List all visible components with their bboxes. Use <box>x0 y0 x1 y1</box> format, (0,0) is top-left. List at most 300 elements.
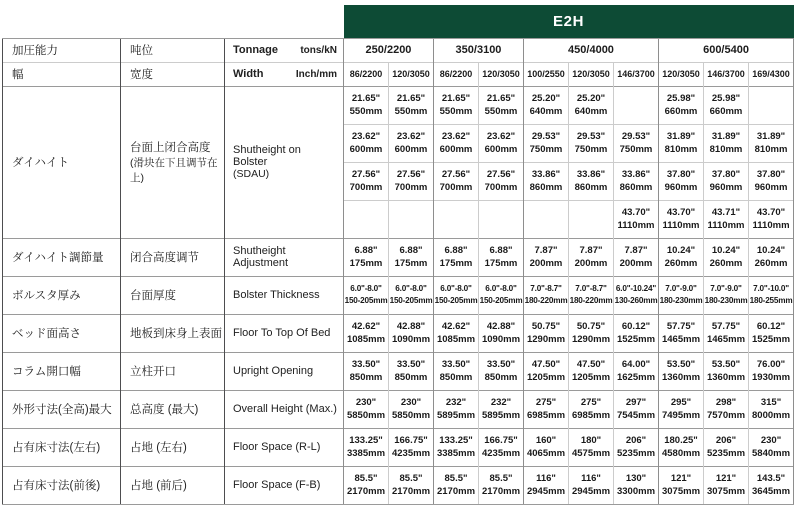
row-label-jp: 加圧能力 <box>3 38 121 62</box>
value-inch: 37.80" <box>711 169 741 180</box>
row-label-en: Floor To Top Of Bed <box>225 314 344 352</box>
value-inch: 116" <box>581 473 601 484</box>
spec-value-cell <box>659 86 704 124</box>
value-inch: 7.87" <box>624 245 648 256</box>
value-inch: 76.00" <box>756 359 786 370</box>
spec-value-cell <box>524 86 569 124</box>
value-mm: 150-205mm <box>434 296 478 305</box>
spec-value-cell <box>749 276 794 314</box>
value-mm: 1085mm <box>346 334 386 345</box>
row-label-cn: 地板到床身上表面 <box>121 314 225 352</box>
spec-value-cell <box>479 124 524 162</box>
spec-value-cell <box>434 466 479 504</box>
spec-value-cell <box>524 314 569 352</box>
value-inch: 10.24" <box>756 245 786 256</box>
value-mm: 1090mm <box>481 334 521 345</box>
value-inch: 121" <box>670 473 692 484</box>
value-mm: 1205mm <box>526 372 566 383</box>
spec-value-cell <box>389 352 434 390</box>
value-mm: 180-255mm <box>749 296 793 305</box>
value-inch: 43.70" <box>666 207 696 218</box>
value-inch: 6.0"-8.0" <box>395 284 427 293</box>
spec-value-cell <box>704 276 749 314</box>
spec-value-cell <box>524 390 569 428</box>
spec-value-cell <box>749 162 794 200</box>
value-inch: 85.5" <box>489 473 513 484</box>
value-inch: 7.0"-8.7" <box>575 284 607 293</box>
value-mm: 810mm <box>754 144 788 155</box>
row-label-cn: 占地 (前后) <box>121 466 225 504</box>
value-mm: 1525mm <box>752 334 791 345</box>
row-label-en: Upright Opening <box>225 352 344 390</box>
spec-value-cell <box>569 466 614 504</box>
value-mm: 7545mm <box>616 410 656 421</box>
spec-value-cell <box>479 162 524 200</box>
spec-value-cell <box>614 200 659 238</box>
value-inch: 160" <box>535 435 557 446</box>
value-inch: 232" <box>445 397 467 408</box>
spec-value-cell <box>344 162 389 200</box>
spec-value-cell <box>704 314 749 352</box>
unit-label: tons/kN <box>300 44 337 56</box>
value-mm: 550mm <box>394 106 428 117</box>
value-mm: 5235mm <box>706 448 746 459</box>
value-inch: 25.98" <box>666 93 696 104</box>
spec-value-cell <box>614 390 659 428</box>
row-label-jp: ダイハイト <box>3 86 121 238</box>
model-header: E2H <box>344 5 794 38</box>
value-inch: 33.86" <box>576 169 606 180</box>
width-cell: 146/3700 <box>704 62 749 86</box>
row-label-cn: 闭合高度调节 <box>121 238 225 276</box>
value-mm: 180-230mm <box>704 296 748 305</box>
value-inch: 230" <box>355 397 377 408</box>
width-cell: 86/2200 <box>434 62 479 86</box>
empty-cell <box>524 200 569 238</box>
value-mm: 2170mm <box>481 486 521 497</box>
spec-value-cell <box>659 238 704 276</box>
value-inch: 130" <box>625 473 647 484</box>
value-inch: 21.65" <box>396 93 426 104</box>
value-inch: 10.24" <box>711 245 741 256</box>
spec-value-cell <box>569 314 614 352</box>
value-mm: 3300mm <box>616 486 656 497</box>
spec-value-cell <box>659 162 704 200</box>
value-inch: 33.86" <box>531 169 561 180</box>
value-mm: 1360mm <box>706 372 746 383</box>
width-row <box>3 62 794 86</box>
spec-value-cell <box>344 314 389 352</box>
row-label-en: Shutheight Adjustment <box>225 238 344 276</box>
row-label-en-text: Width <box>233 68 264 80</box>
value-inch: 6.88" <box>354 245 378 256</box>
value-mm: 180-230mm <box>659 296 703 305</box>
value-mm: 550mm <box>349 106 383 117</box>
row-label-cn: 吨位 <box>121 38 225 62</box>
value-mm: 750mm <box>529 144 563 155</box>
spec-value-cell <box>614 466 659 504</box>
value-inch: 7.0"-9.0" <box>710 284 742 293</box>
spec-value-cell <box>479 466 524 504</box>
row-label-en <box>225 62 344 86</box>
spec-value-cell <box>659 314 704 352</box>
spec-value-cell <box>434 162 479 200</box>
row-label-jp: コラム開口幅 <box>3 352 121 390</box>
value-inch: 31.89" <box>711 131 741 142</box>
value-mm: 660mm <box>664 106 698 117</box>
row-label-jp: 占有床寸法(前後) <box>3 466 121 504</box>
empty-cell <box>344 200 389 238</box>
value-mm: 7570mm <box>706 410 746 421</box>
spec-row <box>3 314 794 352</box>
label-with-unit <box>233 44 337 56</box>
value-mm: 960mm <box>664 182 698 193</box>
value-mm: 850mm <box>394 372 428 383</box>
row-label-jp: 占有床寸法(左右) <box>3 428 121 466</box>
value-inch: 29.53" <box>531 131 561 142</box>
value-mm: 1360mm <box>661 372 701 383</box>
value-inch: 29.53" <box>576 131 606 142</box>
value-mm: 600mm <box>394 144 428 155</box>
value-mm: 700mm <box>439 182 473 193</box>
spec-value-cell <box>614 352 659 390</box>
value-mm: 860mm <box>619 182 653 193</box>
value-inch: 85.5" <box>444 473 468 484</box>
value-mm: 4065mm <box>526 448 566 459</box>
spec-value-cell <box>749 466 794 504</box>
value-mm: 5850mm <box>391 410 431 421</box>
spec-value-cell <box>569 238 614 276</box>
spec-value-cell <box>614 314 659 352</box>
value-mm: 200mm <box>529 258 563 269</box>
spec-value-cell <box>389 124 434 162</box>
value-mm: 1110mm <box>752 220 790 231</box>
spec-value-cell <box>614 124 659 162</box>
spec-value-cell <box>524 162 569 200</box>
value-inch: 166.75" <box>394 435 428 446</box>
spec-value-cell <box>344 466 389 504</box>
value-mm: 700mm <box>349 182 383 193</box>
spec-value-cell <box>344 390 389 428</box>
row-label-cn: 宽度 <box>121 62 225 86</box>
spec-value-cell <box>524 352 569 390</box>
spec-value-cell <box>614 428 659 466</box>
value-mm: 2170mm <box>436 486 476 497</box>
spec-value-cell <box>704 352 749 390</box>
row-label-en <box>225 38 344 62</box>
spec-value-cell <box>434 390 479 428</box>
spec-value-cell <box>659 124 704 162</box>
value-inch: 315" <box>760 397 782 408</box>
value-mm: 1110mm <box>617 220 655 231</box>
value-inch: 166.75" <box>484 435 518 446</box>
value-mm: 200mm <box>574 258 608 269</box>
row-label-en: Floor Space (R-L) <box>225 428 344 466</box>
value-inch: 50.75" <box>531 321 561 332</box>
spec-value-cell <box>749 428 794 466</box>
value-inch: 33.50" <box>351 359 381 370</box>
value-inch: 60.12" <box>621 321 651 332</box>
value-mm: 4235mm <box>391 448 431 459</box>
spec-value-cell <box>524 276 569 314</box>
value-inch: 6.0"-8.0" <box>350 284 382 293</box>
value-inch: 121" <box>715 473 737 484</box>
row-label-en-text: Tonnage <box>233 44 279 56</box>
value-inch: 42.88" <box>396 321 426 332</box>
spec-value-cell <box>659 390 704 428</box>
unit-label: Inch/mm <box>295 68 337 80</box>
spec-value-cell <box>389 390 434 428</box>
value-mm: 850mm <box>439 372 473 383</box>
spec-value-cell <box>704 124 749 162</box>
spec-value-cell <box>479 238 524 276</box>
spec-value-cell <box>704 466 749 504</box>
value-inch: 29.53" <box>621 131 651 142</box>
spec-value-cell <box>704 238 749 276</box>
width-cell: 100/2550 <box>524 62 569 86</box>
spec-row <box>3 238 794 276</box>
value-inch: 42.62" <box>351 321 381 332</box>
value-inch: 42.62" <box>441 321 471 332</box>
tonnage-group-cell: 450/4000 <box>524 38 659 62</box>
spec-value-cell <box>569 390 614 428</box>
value-mm: 260mm <box>754 258 788 269</box>
value-mm: 5840mm <box>752 448 791 459</box>
spec-value-cell <box>749 238 794 276</box>
value-mm: 260mm <box>664 258 698 269</box>
value-inch: 53.50" <box>666 359 696 370</box>
value-mm: 2170mm <box>391 486 431 497</box>
value-mm: 1110mm <box>707 220 745 231</box>
value-inch: 37.80" <box>756 169 786 180</box>
value-inch: 275" <box>535 397 557 408</box>
value-mm: 850mm <box>484 372 518 383</box>
spec-value-cell <box>614 162 659 200</box>
width-cell: 120/3050 <box>389 62 434 86</box>
value-mm: 1290mm <box>526 334 566 345</box>
value-mm: 640mm <box>574 106 608 117</box>
spec-value-cell <box>659 352 704 390</box>
spec-value-cell <box>569 352 614 390</box>
empty-cell <box>479 200 524 238</box>
value-mm: 1465mm <box>706 334 746 345</box>
row-label-cn-line2: (滑块在下且调节在上) <box>130 157 218 184</box>
spec-row <box>3 466 794 504</box>
value-mm: 750mm <box>574 144 608 155</box>
row-label-en <box>225 86 344 238</box>
value-inch: 180" <box>580 435 602 446</box>
value-inch: 27.56" <box>486 169 516 180</box>
spec-value-cell <box>434 86 479 124</box>
empty-cell <box>389 200 434 238</box>
value-mm: 810mm <box>709 144 743 155</box>
value-mm: 600mm <box>484 144 518 155</box>
value-mm: 1930mm <box>752 372 791 383</box>
value-mm: 200mm <box>619 258 653 269</box>
width-cell: 86/2200 <box>344 62 389 86</box>
value-mm: 2945mm <box>571 486 611 497</box>
value-inch: 6.0"-10.24" <box>615 284 657 293</box>
value-inch: 27.56" <box>396 169 426 180</box>
value-inch: 64.00" <box>621 359 651 370</box>
row-label-cn-line1: 台面上闭合高度 <box>130 142 211 154</box>
spec-value-cell <box>659 200 704 238</box>
value-mm: 5850mm <box>346 410 386 421</box>
header-spacer <box>3 5 344 38</box>
spec-value-cell <box>434 238 479 276</box>
value-inch: 6.0"-8.0" <box>485 284 517 293</box>
value-inch: 31.89" <box>756 131 786 142</box>
row-label-jp: ベッド面高さ <box>3 314 121 352</box>
empty-cell <box>614 86 659 124</box>
row-label-en: Floor Space (F-B) <box>225 466 344 504</box>
spec-value-cell <box>479 276 524 314</box>
spec-value-cell <box>569 86 614 124</box>
spec-value-cell <box>389 86 434 124</box>
value-mm: 550mm <box>439 106 473 117</box>
value-inch: 25.20" <box>576 93 606 104</box>
value-inch: 57.75" <box>666 321 696 332</box>
spec-value-cell <box>344 86 389 124</box>
value-mm: 180-220mm <box>569 296 613 305</box>
value-mm: 1525mm <box>616 334 656 345</box>
label-with-unit <box>233 68 337 80</box>
width-cell: 120/3050 <box>569 62 614 86</box>
spec-value-cell <box>569 428 614 466</box>
value-mm: 175mm <box>394 258 428 269</box>
spec-value-cell <box>344 352 389 390</box>
value-mm: 175mm <box>484 258 518 269</box>
spec-value-cell <box>569 162 614 200</box>
spec-value-cell <box>704 428 749 466</box>
width-cell: 120/3050 <box>659 62 704 86</box>
value-mm: 1085mm <box>436 334 476 345</box>
spec-value-cell <box>524 238 569 276</box>
value-mm: 1465mm <box>661 334 701 345</box>
value-inch: 10.24" <box>666 245 696 256</box>
value-mm: 700mm <box>394 182 428 193</box>
value-mm: 550mm <box>484 106 518 117</box>
spec-value-cell <box>524 466 569 504</box>
value-inch: 60.12" <box>756 321 786 332</box>
row-label-cn: 台面厚度 <box>121 276 225 314</box>
value-inch: 33.50" <box>486 359 516 370</box>
tonnage-row <box>3 38 794 62</box>
spec-row <box>3 352 794 390</box>
value-inch: 6.88" <box>399 245 423 256</box>
value-mm: 3385mm <box>346 448 386 459</box>
value-inch: 85.5" <box>399 473 423 484</box>
value-inch: 7.0"-8.7" <box>530 284 562 293</box>
value-mm: 850mm <box>349 372 383 383</box>
row-label-jp: ダイハイト調節量 <box>3 238 121 276</box>
spec-value-cell <box>479 428 524 466</box>
value-inch: 23.62" <box>396 131 426 142</box>
spec-row <box>3 390 794 428</box>
row-label-cn: 占地 (左右) <box>121 428 225 466</box>
value-inch: 21.65" <box>441 93 471 104</box>
value-mm: 6985mm <box>526 410 566 421</box>
spec-value-cell <box>659 276 704 314</box>
spec-value-cell <box>434 276 479 314</box>
value-inch: 53.50" <box>711 359 741 370</box>
value-mm: 4580mm <box>661 448 701 459</box>
value-mm: 5895mm <box>481 410 521 421</box>
spec-value-cell <box>389 314 434 352</box>
spec-value-cell <box>344 124 389 162</box>
value-mm: 5895mm <box>436 410 476 421</box>
spec-value-cell <box>659 466 704 504</box>
value-mm: 7495mm <box>661 410 701 421</box>
spec-value-cell <box>479 390 524 428</box>
value-mm: 5235mm <box>616 448 656 459</box>
value-inch: 133.25" <box>439 435 473 446</box>
value-inch: 43.71" <box>711 207 741 218</box>
spec-value-cell <box>479 352 524 390</box>
value-mm: 150-205mm <box>389 296 433 305</box>
value-inch: 143.5" <box>756 473 786 484</box>
value-inch: 25.98" <box>711 93 741 104</box>
value-inch: 50.75" <box>576 321 606 332</box>
value-inch: 43.70" <box>621 207 651 218</box>
row-label-jp: ボルスタ厚み <box>3 276 121 314</box>
value-inch: 275" <box>580 397 602 408</box>
value-inch: 180.25" <box>664 435 698 446</box>
value-mm: 860mm <box>574 182 608 193</box>
value-mm: 260mm <box>709 258 743 269</box>
value-inch: 206" <box>625 435 647 446</box>
spec-value-cell <box>344 238 389 276</box>
value-mm: 960mm <box>754 182 788 193</box>
spec-value-cell <box>434 428 479 466</box>
value-mm: 150-205mm <box>344 296 388 305</box>
value-inch: 6.88" <box>444 245 468 256</box>
spec-value-cell <box>569 276 614 314</box>
value-mm: 1205mm <box>571 372 611 383</box>
value-mm: 1625mm <box>616 372 656 383</box>
value-mm: 130-260mm <box>614 296 658 305</box>
value-mm: 175mm <box>349 258 383 269</box>
row-label-cn <box>121 86 225 238</box>
row-label-jp: 外形寸法(全高)最大 <box>3 390 121 428</box>
value-inch: 33.86" <box>621 169 651 180</box>
value-mm: 8000mm <box>752 410 791 421</box>
value-inch: 43.70" <box>756 207 786 218</box>
value-mm: 3645mm <box>752 486 791 497</box>
width-cell: 120/3050 <box>479 62 524 86</box>
value-mm: 1090mm <box>391 334 431 345</box>
spec-value-cell <box>704 200 749 238</box>
width-cell: 146/3700 <box>614 62 659 86</box>
spec-value-cell <box>389 238 434 276</box>
value-inch: 23.62" <box>441 131 471 142</box>
row-label-en-line2: (SDAU) <box>233 168 270 180</box>
value-inch: 232" <box>490 397 512 408</box>
value-inch: 21.65" <box>351 93 381 104</box>
value-mm: 150-205mm <box>479 296 523 305</box>
model-header-row <box>3 5 794 38</box>
value-mm: 810mm <box>664 144 698 155</box>
spec-value-cell <box>479 86 524 124</box>
value-inch: 42.88" <box>486 321 516 332</box>
value-mm: 6985mm <box>571 410 611 421</box>
spec-value-cell <box>704 162 749 200</box>
spec-value-cell <box>704 390 749 428</box>
value-inch: 47.50" <box>531 359 561 370</box>
value-mm: 600mm <box>439 144 473 155</box>
value-inch: 85.5" <box>354 473 378 484</box>
value-mm: 4235mm <box>481 448 521 459</box>
